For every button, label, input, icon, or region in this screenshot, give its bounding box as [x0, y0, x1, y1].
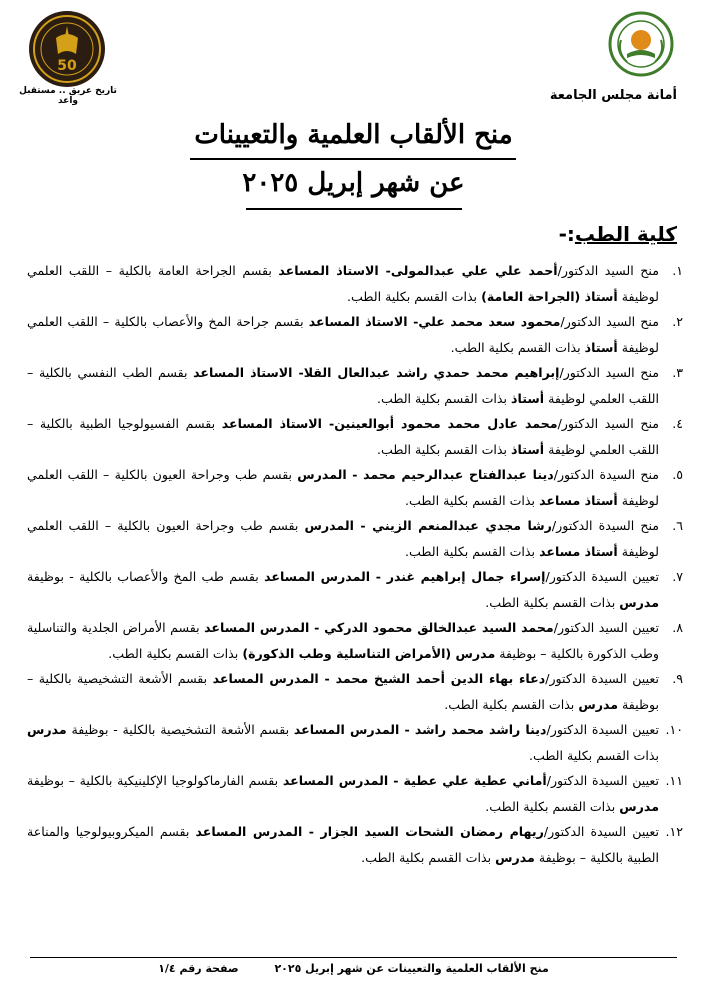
item-text-emphasis: دينا راشد محمد راشد - المدرس المساعد	[293, 722, 547, 737]
item-text-emphasis: دينا عبدالفتاح عبدالرحيم محمد - المدرس	[297, 467, 554, 482]
item-text-run: منح السيد الدكتور/	[557, 263, 659, 278]
item-text	[27, 462, 659, 513]
item-number: ٢.	[672, 314, 683, 329]
item-text-run: بذات القسم بكلية الطب.	[108, 645, 243, 661]
item-text-run: بذات القسم بكلية الطب.	[450, 339, 585, 355]
item-text-run: بذات القسم بكلية الطب.	[444, 696, 579, 712]
item-text-emphasis: أستاذ	[511, 390, 545, 406]
item-text-emphasis: محمد عادل محمد محمود أبوالعينين- الاستاذ المساعد	[221, 416, 558, 431]
item-text-run: بقسم الأشعة التشخيصية بالكلية – بوظيفة	[27, 671, 659, 712]
item-text	[27, 768, 659, 819]
list-item	[27, 411, 683, 462]
item-text-emphasis: مدرس	[495, 849, 535, 865]
item-text-run: تعيين السيدة الدكتور/	[545, 569, 659, 584]
item-text-run: تعيين السيد الدكتور/	[553, 620, 659, 635]
item-text-run: بقسم طب وجراحة العيون بالكلية – اللقب العلمي لوظيفة	[27, 467, 659, 508]
item-number: ١.	[672, 263, 683, 278]
item-number: ١١.	[665, 773, 683, 788]
item-text-emphasis: مدرس	[27, 722, 67, 737]
item-text-run: بذات القسم بكلية الطب.	[405, 492, 540, 508]
item-text-run: بقسم جراحة المخ والأعصاب بالكلية – اللقب العلمي لوظيفة	[27, 314, 659, 355]
footer-divider	[30, 957, 677, 958]
item-number: ١٠.	[665, 722, 683, 737]
faculty-heading	[559, 222, 677, 246]
document-title: منح الألقاب العلمية والتعيينات	[194, 120, 513, 150]
item-number: ٤.	[672, 416, 683, 431]
item-text-run: منح السيدة الدكتور/	[551, 518, 660, 533]
document-subtitle: عن شهر إبريل ٢٠٢٥	[242, 168, 465, 198]
item-text-run: بقسم الأمراض الجلدية والتناسلية وطب الذكورة بالكلية – بوظيفة	[27, 620, 659, 661]
item-text-emphasis: إبراهيم محمد حمدي راشد عبدالعال القلا- الاستاذ المساعد	[193, 365, 560, 380]
appointments-list	[27, 258, 683, 870]
item-text-run: بقسم الطب النفسي بالكلية – اللقب العلمي لوظيفة	[27, 365, 659, 406]
item-text-emphasis: محمد السيد عبدالخالق محمود الدركي - المدرس المساعد	[204, 620, 554, 635]
item-text-run: بذات القسم بكلية الطب.	[405, 543, 540, 559]
item-text-run: منح السيد الدكتور/	[559, 365, 659, 380]
item-text-emphasis: أستاذ مساعد	[539, 492, 618, 508]
item-text-emphasis: أستاذ مساعد	[539, 543, 618, 559]
item-text-emphasis: أحمد علي علي عبدالمولى- الاستاذ المساعد	[278, 263, 558, 278]
item-text-emphasis: مدرس	[619, 798, 659, 814]
item-text-run: بذات القسم بكلية الطب.	[361, 849, 496, 865]
item-text-run: تعيين السيدة الدكتور/	[546, 722, 659, 737]
item-text-run: بذات القسم بكلية الطب.	[528, 747, 659, 763]
list-item	[27, 309, 683, 360]
department-label: أمانة مجلس الجامعة	[549, 88, 677, 103]
list-item	[27, 819, 683, 870]
subtitle-underline	[246, 208, 462, 210]
item-text	[27, 513, 659, 564]
item-number: ٨.	[672, 620, 683, 635]
item-text-run: بذات القسم بكلية الطب.	[485, 594, 620, 610]
item-text-emphasis: رشا مجدي عبدالمنعم الزيني - المدرس	[304, 518, 552, 533]
item-text	[27, 360, 659, 411]
list-item	[27, 258, 683, 309]
university-seal-logo	[607, 10, 675, 78]
item-number: ٥.	[672, 467, 683, 482]
anniversary-tagline: تاريخ عريق .. مستقبل واعد	[19, 86, 117, 106]
item-text-emphasis: أستاذ (الجراحة العامة)	[481, 288, 618, 304]
faculty-name: كلية الطب	[574, 222, 677, 246]
item-text-run: تعيين السيدة الدكتور/	[546, 773, 659, 788]
item-text-run: بقسم طب المخ والأعصاب بالكلية - بوظيفة	[27, 569, 265, 584]
title-underline	[190, 158, 516, 160]
item-text	[27, 258, 659, 309]
page-footer	[0, 962, 707, 975]
list-item	[27, 462, 683, 513]
list-item	[27, 564, 683, 615]
item-text	[27, 309, 659, 360]
footer-title: منح الألقاب العلمية والتعيينات عن شهر إبريل ٢٠٢٥	[274, 962, 549, 975]
list-item	[27, 768, 683, 819]
item-text-run: بذات القسم بكلية الطب.	[377, 390, 512, 406]
item-text-emphasis: مدرس	[578, 696, 619, 712]
list-item	[27, 513, 683, 564]
item-text-run: بقسم الميكروبيولوجيا والمناعة الطبية بالكلية – بوظيفة	[27, 824, 659, 865]
item-number: ٣.	[672, 365, 683, 380]
item-text-emphasis: مدرس	[619, 594, 659, 610]
list-item	[27, 360, 683, 411]
item-text-emphasis: أستاذ	[584, 339, 618, 355]
item-text	[27, 819, 659, 870]
list-item	[27, 615, 683, 666]
svg-text:50: 50	[57, 58, 77, 74]
item-text-run: تعيين السيدة الدكتور/	[545, 671, 659, 686]
item-text-emphasis: أستاذ	[511, 441, 545, 457]
item-text-emphasis: محمود سعد محمد علي- الاستاذ المساعد	[308, 314, 561, 329]
item-text-run: منح السيدة الدكتور/	[553, 467, 659, 482]
item-number: ٦.	[672, 518, 683, 533]
item-text	[27, 411, 659, 462]
list-item	[27, 717, 683, 768]
item-text-run: بقسم الأشعة التشخيصية بالكلية - بوظيفة	[66, 722, 294, 737]
item-number: ٧.	[672, 569, 683, 584]
item-text-emphasis: أماني عطية علي عطية - المدرس المساعد	[282, 773, 547, 788]
faculty-suffix: :-	[558, 222, 575, 246]
item-text-run: بذات القسم بكلية الطب.	[377, 441, 512, 457]
item-text-run: بذات القسم بكلية الطب.	[347, 288, 482, 304]
item-text-emphasis: دعاء بهاء الدين أحمد الشيخ محمد - المدرس المساعد	[212, 671, 546, 686]
item-text-run: بقسم الفسيولوجيا الطبية بالكلية – اللقب العلمي لوظيفة	[27, 416, 659, 457]
item-text-run: بقسم طب وجراحة العيون بالكلية – اللقب العلمي لوظيفة	[27, 518, 659, 559]
item-number: ١٢.	[665, 824, 683, 839]
item-text-run: بذات القسم بكلية الطب.	[485, 798, 620, 814]
item-number: ٩.	[672, 671, 683, 686]
item-text-emphasis: إسراء جمال إبراهيم غندر - المدرس المساعد	[264, 569, 546, 584]
item-text-run: بقسم الجراحة العامة بالكلية – اللقب العلمي لوظيفة	[27, 263, 659, 304]
item-text-emphasis: ريهام رمضان الشحات السيد الجزار - المدرس المساعد	[195, 824, 544, 839]
page-number: صفحة رقم ١/٤	[158, 962, 239, 975]
item-text	[27, 666, 659, 717]
anniversary-logo	[26, 8, 108, 90]
list-item	[27, 666, 683, 717]
item-text	[27, 717, 659, 768]
item-text-run: منح السيد الدكتور/	[557, 416, 659, 431]
item-text	[27, 564, 659, 615]
item-text-run: بقسم الفارماكولوجيا الإكلينيكية بالكلية – بوظيفة	[27, 773, 283, 788]
item-text-run: منح السيد الدكتور/	[560, 314, 659, 329]
item-text-emphasis: مدرس (الأمراض التناسلية وطب الذكورة)	[242, 645, 496, 661]
item-text-run: تعيين السيدة الدكتور/	[543, 824, 659, 839]
item-text	[27, 615, 659, 666]
